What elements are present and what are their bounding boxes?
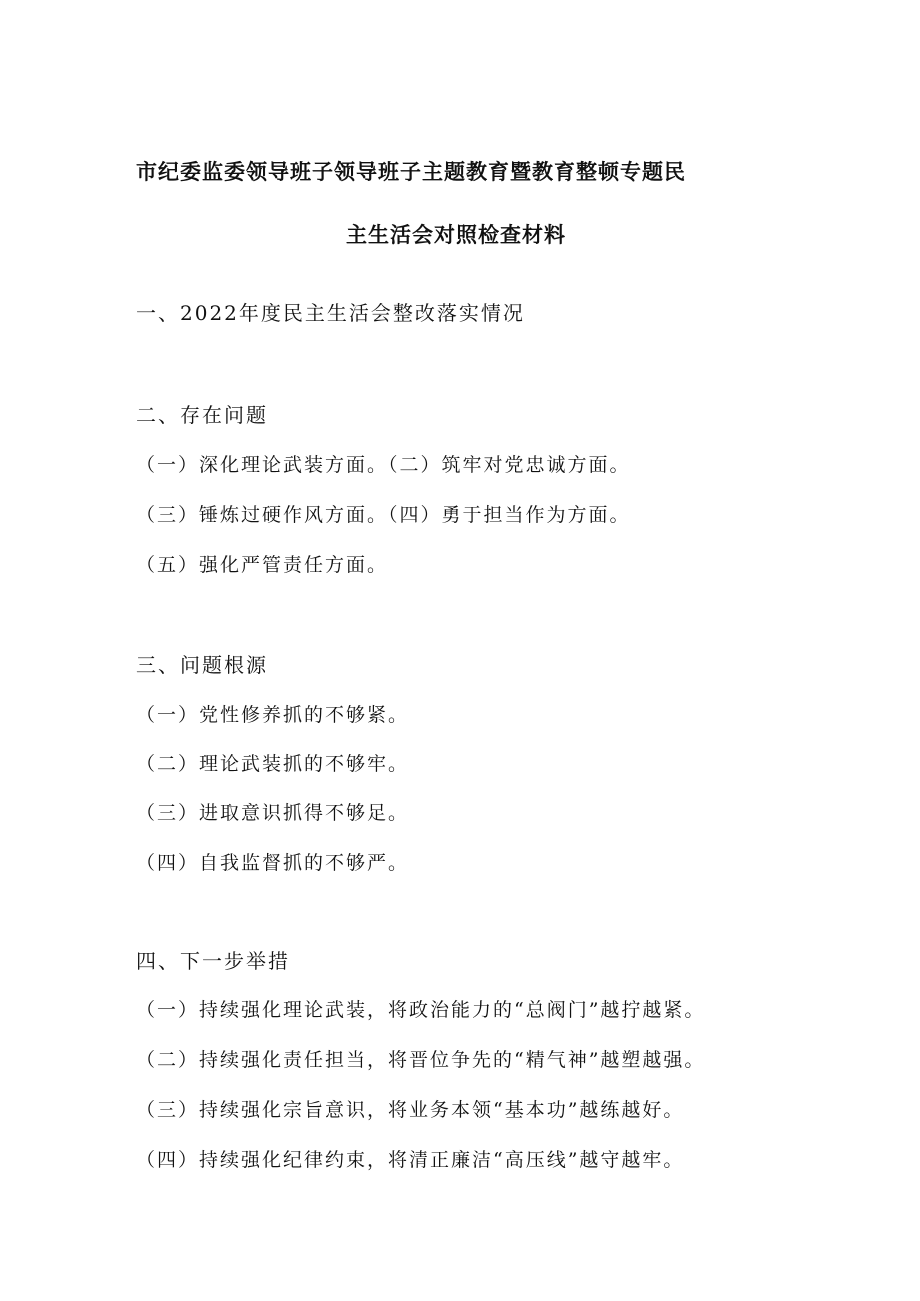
section-3-item: （二）理论武装抓的不够牢。: [136, 753, 410, 775]
section-heading-2: 二、存在问题: [136, 403, 268, 427]
section-3-item: （三）进取意识抓得不够足。: [136, 802, 410, 824]
section-2-item: （三）锤炼过硬作风方面。（四）勇于担当作为方面。: [136, 504, 631, 526]
section-heading-4: 四、下一步举措: [136, 949, 290, 973]
document-title-line-1: 市纪委监委领导班子领导班子主题教育暨教育整顿专题民: [136, 159, 686, 184]
section-2-item: （五）强化严管责任方面。: [136, 554, 389, 576]
section-2-item: （一）深化理论武装方面。（二）筑牢对党忠诚方面。: [136, 454, 631, 476]
document-title-line-2: 主生活会对照检查材料: [346, 222, 566, 247]
section-3-item: （一）党性修养抓的不够紧。: [136, 704, 410, 726]
section-4-item: （二）持续强化责任担当，将晋位争先的“精气神”越塑越强。: [136, 1049, 706, 1071]
section-4-item: （四）持续强化纪律约束，将清正廉洁“高压线”越守越牢。: [136, 1149, 685, 1171]
section-4-item: （一）持续强化理论武装，将政治能力的“总阀门”越拧越紧。: [136, 999, 706, 1021]
section-3-item: （四）自我监督抓的不够严。: [136, 852, 410, 874]
section-heading-1: 一、2022年度民主生活会整改落实情况: [136, 301, 525, 325]
section-4-item: （三）持续强化宗旨意识，将业务本领“基本功”越练越好。: [136, 1099, 685, 1121]
section-heading-3: 三、问题根源: [136, 653, 268, 677]
